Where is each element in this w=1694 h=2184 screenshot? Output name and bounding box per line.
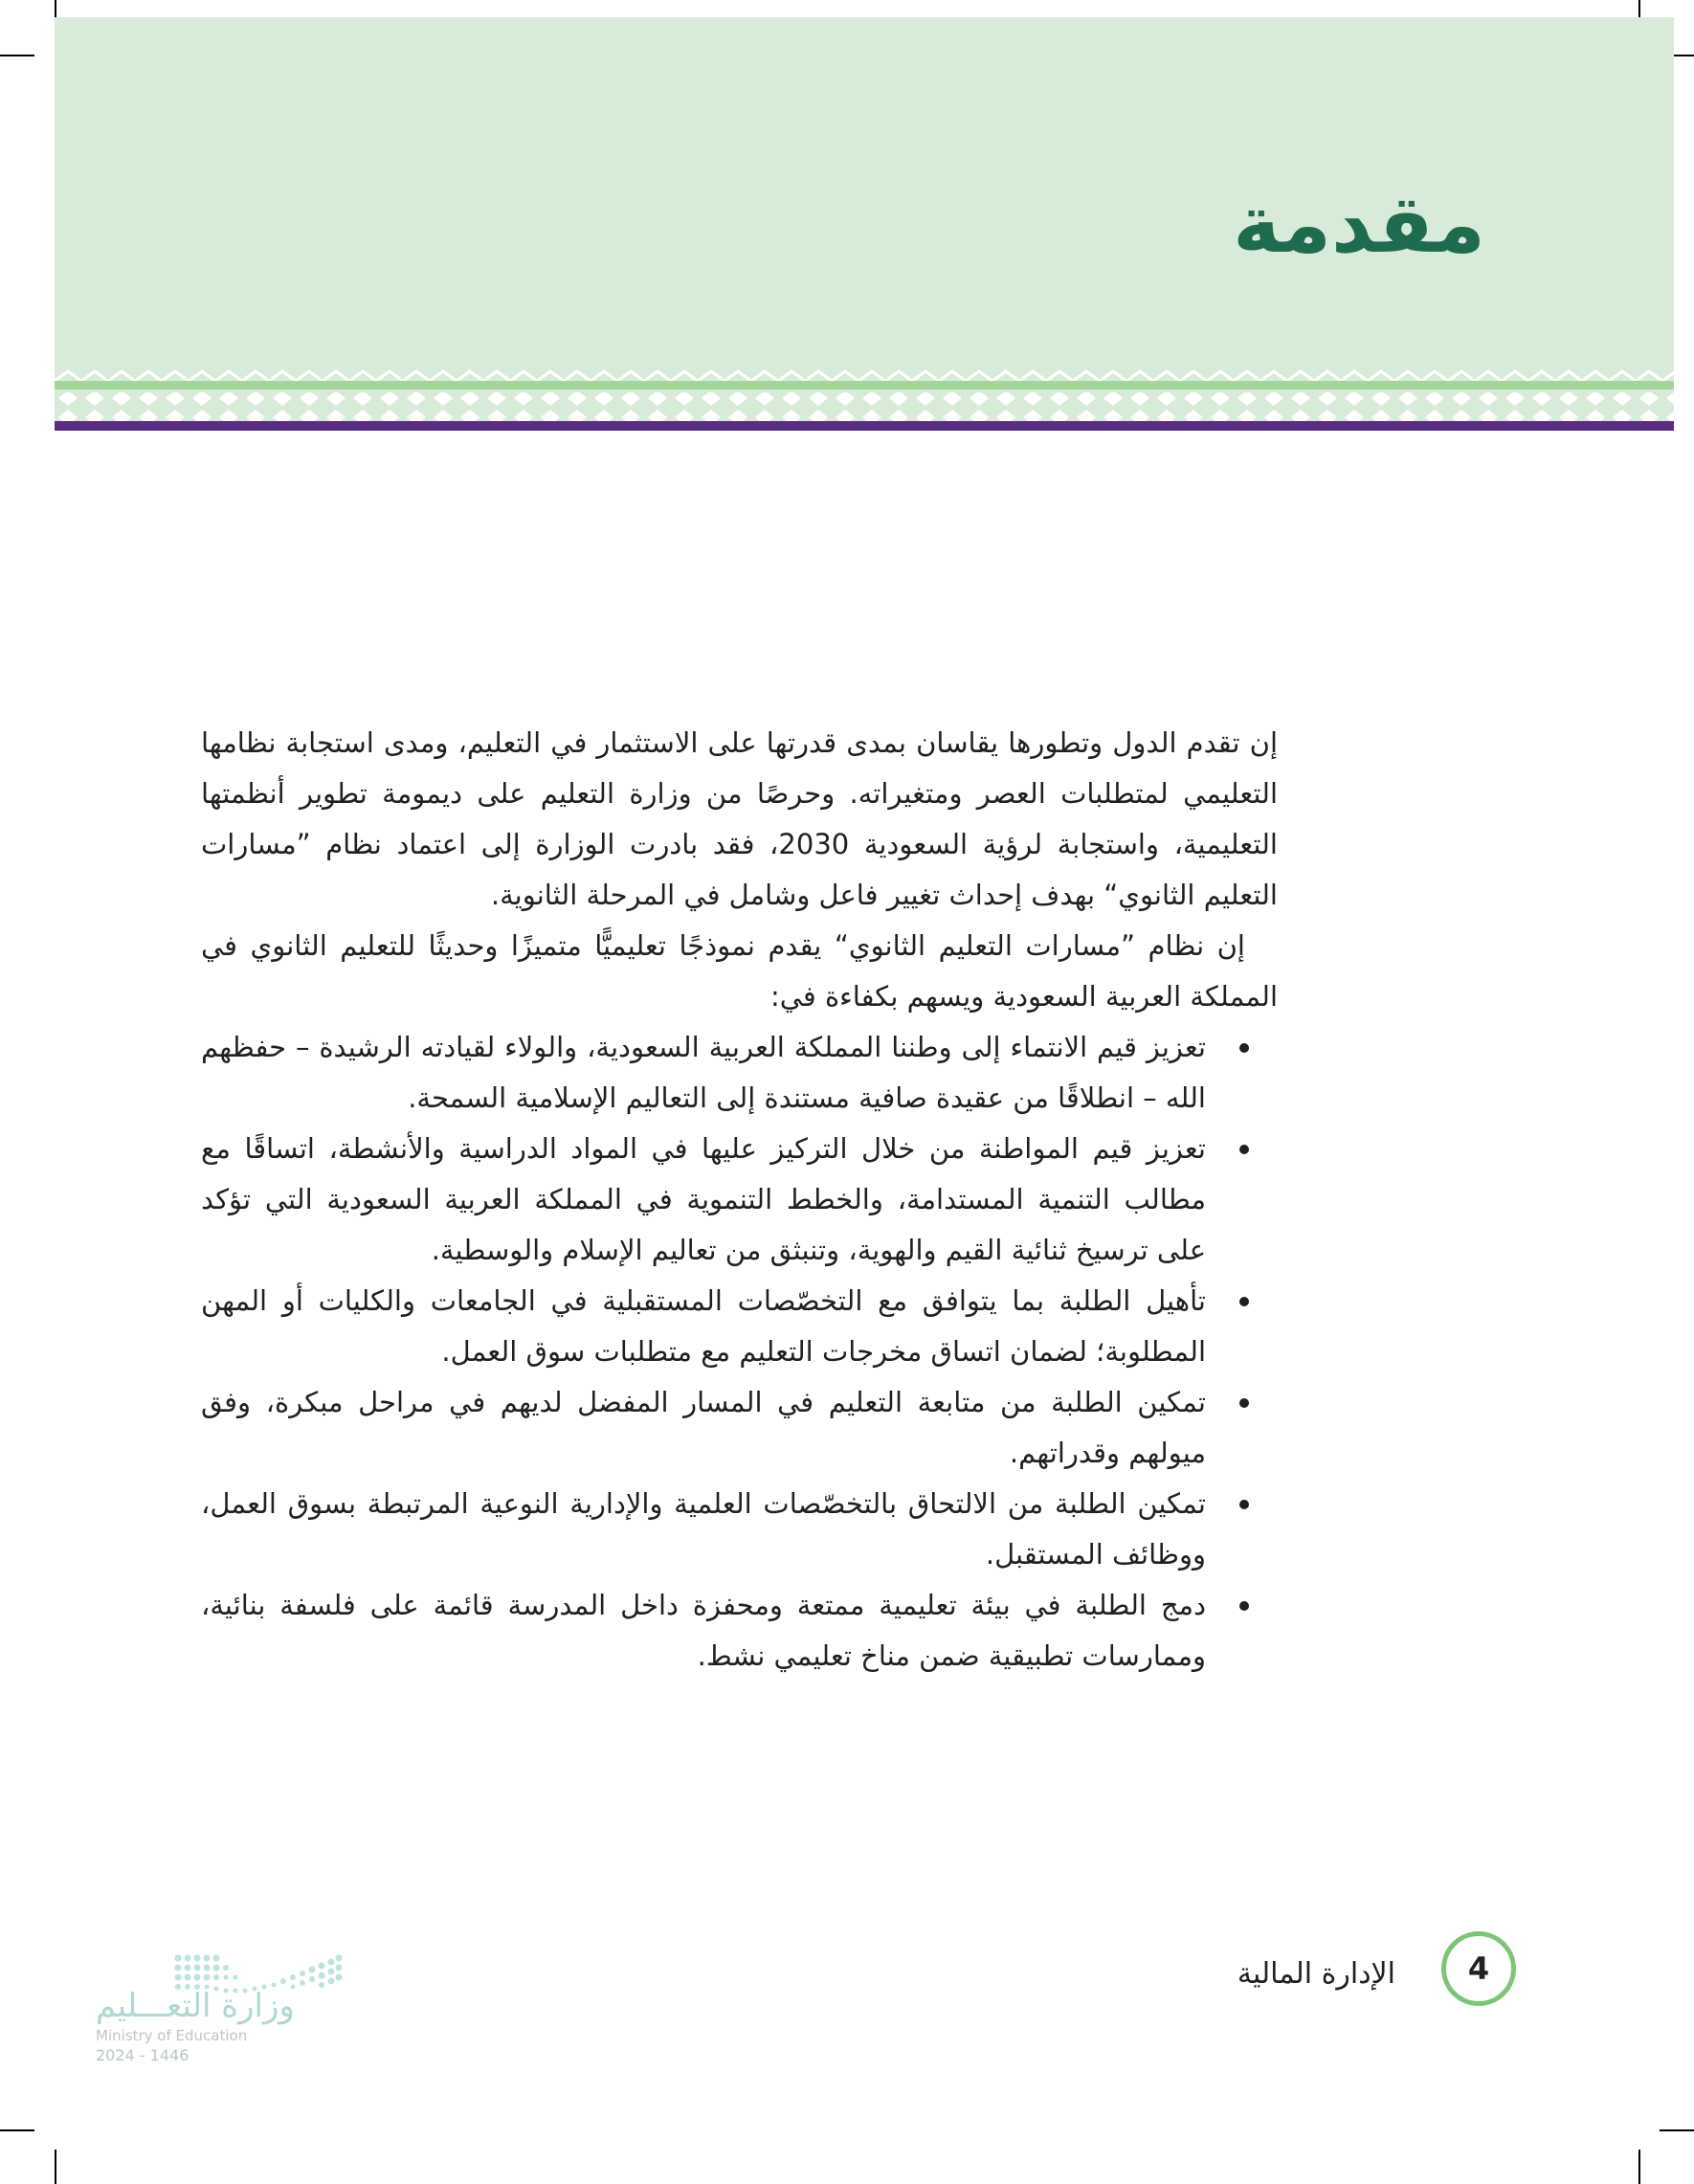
bullet-icon: [1239, 1601, 1249, 1611]
decorative-pattern: [55, 369, 1674, 423]
crop-mark-bottom-right-v: [1638, 2150, 1640, 2184]
list-item-text: تعزيز قيم المواطنة من خلال التركيز عليها في المواد الدراسية والأنشطة، اتساقًا مع مطالب التنمية المستدامة، والخطط التنموية في المملكة العربية السعودية التي تؤكد على ترسيخ ثنائية القيم والهوية، وتنبثق من تعاليم الإسلام والوسطية.: [201, 1132, 1206, 1266]
crop-mark-top-left-h: [0, 55, 34, 56]
ministry-name-english: Ministry of Education: [96, 2027, 248, 2044]
header-purple-line: [55, 421, 1674, 431]
page-number-text: 4: [1467, 1950, 1490, 1987]
book-title: الإدارة المالية: [1237, 1957, 1395, 1991]
list-item-text: تأهيل الطلبة بما يتوافق مع التخصّصات المستقبلية في الجامعات والكليات أو المهن المطلوبة؛ لضمان اتساق مخرجات التعليم مع متطلبات سوق العمل.: [201, 1284, 1206, 1368]
crop-mark-bottom-right-h: [1660, 2129, 1694, 2131]
ministry-name-arabic: وزارة التعـــليم: [96, 1987, 295, 2025]
intro-paragraph-1: إن تقدم الدول وتطورها يقاسان بمدى قدرتها على الاستثمار في التعليم، ومدى استجابة نظامها التعليمي لمتطلبات العصر ومتغيراته. وحرصًا من وزارة التعليم على ديمومة تطوير أنظمتها التعليمية، واستجابة لرؤية السعودية 2030، فقد بادرت الوزارة إلى اعتماد نظام ”مسارات التعليم الثانوي“ بهدف إحداث تغيير فاعل وشامل في المرحلة الثانوية.: [201, 726, 1278, 911]
page-number: [1441, 1931, 1516, 2006]
intro-paragraph-2: إن نظام ”مسارات التعليم الثانوي“ يقدم نموذجًا تعليميًّا متميزًا وحديثًا للتعليم الثانوي في المملكة العربية السعودية ويسهم بكفاءة في:: [201, 929, 1278, 1013]
intro-body: [201, 718, 1278, 1682]
list-item-text: دمج الطلبة في بيئة تعليمية ممتعة ومحفزة داخل المدرسة قائمة على فلسفة بنائية، وممارسات تطبيقية ضمن مناخ تعليمي نشط.: [201, 1589, 1206, 1672]
list-item-text: تمكين الطلبة من الالتحاق بالتخصّصات العلمية والإدارية النوعية المرتبطة بسوق العمل، ووظائف المستقبل.: [201, 1487, 1206, 1571]
edition-year: 2024 - 1446: [96, 2046, 189, 2064]
crop-mark-bottom-left-h: [0, 2129, 34, 2131]
list-item-text: تمكين الطلبة من متابعة التعليم في المسار المفضل لديهم في مراحل مبكرة، وفق ميولهم وقدراتهم.: [201, 1386, 1206, 1469]
list-item: [201, 1580, 1278, 1682]
bullet-icon: [1239, 1145, 1249, 1154]
bullet-icon: [1239, 1500, 1249, 1509]
list-item: [201, 1124, 1278, 1276]
header-green-line: [55, 381, 1674, 390]
bullet-icon: [1239, 1297, 1249, 1306]
bullet-icon: [1239, 1043, 1249, 1053]
list-item: [201, 1276, 1278, 1377]
page-title: مقدمة: [1233, 177, 1485, 271]
list-item-text: تعزيز قيم الانتماء إلى وطننا المملكة العربية السعودية، والولاء لقيادته الرشيدة – حفظهم الله – انطلاقًا من عقيدة صافية مستندة إلى التعاليم الإسلامية السمحة.: [201, 1031, 1206, 1114]
bullet-icon: [1239, 1398, 1249, 1408]
crop-mark-bottom-left-v: [55, 2150, 56, 2184]
list-item: [201, 1377, 1278, 1479]
goals-list: [201, 1022, 1278, 1682]
list-item: [201, 1022, 1278, 1124]
list-item: [201, 1479, 1278, 1580]
